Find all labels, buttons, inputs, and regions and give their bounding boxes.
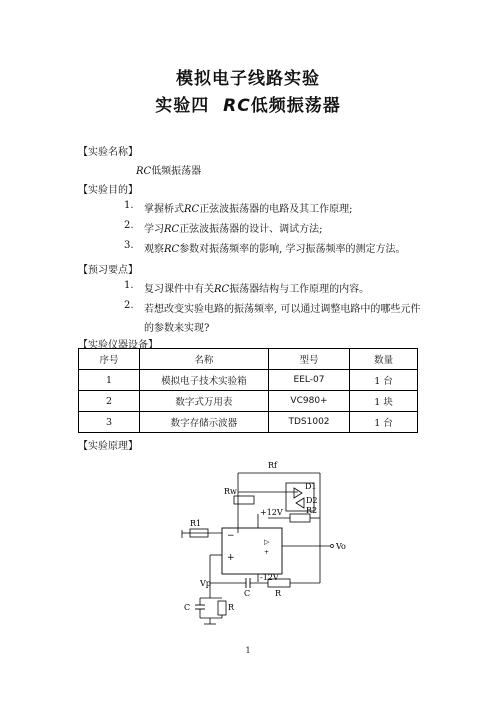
prep-item-1-num: 1. [124, 280, 134, 291]
table-cell: 2 [79, 391, 140, 412]
table-cell: 模拟电子技术实验箱 [140, 370, 269, 391]
op-amp-gain-mark: ▷ [264, 538, 270, 546]
table-cell: 数字式万用表 [140, 391, 269, 412]
equipment-heading: 【实验仪器设备】 [78, 340, 158, 351]
table-cell: 数字存储示波器 [140, 412, 269, 433]
purpose-text-b: 正弦波振荡器的设计、调试方法; [179, 224, 323, 235]
table-cell: 1 块 [350, 391, 418, 412]
r1-label: R1 [190, 519, 202, 528]
rf-label: Rf [268, 461, 277, 470]
c-parallel-label: C [184, 603, 191, 612]
table-row [79, 412, 418, 433]
purpose-text-b: 参数对振荡频率的影响, 学习振荡频率的测定方法。 [179, 244, 406, 255]
table-cell: 1 台 [350, 370, 418, 391]
op-amp-minus-mark: − [227, 531, 235, 541]
table-header-row [79, 349, 418, 370]
vplus-label: +12V [260, 508, 283, 517]
table-row [79, 391, 418, 412]
table-cell: 1 台 [350, 412, 418, 433]
purpose-text-b: 正弦波振荡器的电路及其工作原理; [199, 204, 353, 215]
purpose-text-a: 掌握桥式 [144, 204, 184, 215]
table-header: 型号 [268, 349, 349, 370]
r2-label: R2 [306, 506, 318, 515]
purpose-rc: RC [184, 204, 200, 215]
purpose-heading: 【实验目的】 [78, 185, 138, 196]
purpose-item [144, 200, 353, 215]
doc-title: 模拟电子线路实验 [176, 69, 320, 89]
equipment-table [78, 348, 418, 433]
name-text [136, 162, 201, 177]
op-amp-plus-mark: + [227, 553, 235, 563]
rw-label: Rw [224, 487, 237, 496]
r-series-label: R [275, 589, 282, 598]
prep-item-2-cont: 的参数来实现? [144, 323, 210, 334]
subtitle-suffix: 低频振荡器 [250, 96, 341, 116]
table-cell: TDS1002 [268, 412, 349, 433]
name-rc: RC [136, 166, 152, 177]
table-cell: VC980+ [268, 391, 349, 412]
subtitle-prefix: 实验四 [155, 96, 210, 116]
rc-oscillator-circuit [160, 458, 360, 638]
diode-d1 [294, 488, 302, 498]
op-amp-plus-mark-out: + [264, 549, 270, 556]
principle-heading: 【实验原理】 [78, 441, 138, 452]
purpose-item-num: 3. [124, 240, 134, 251]
table-header: 名称 [140, 349, 269, 370]
vo-label: Vo [336, 542, 346, 551]
r-parallel-resistor [218, 601, 226, 615]
vminus-label: -12V [260, 573, 279, 582]
prep-item-2: 若想改变实验电路的振荡频率, 可以通过调整电路中的哪些元件 [144, 304, 421, 315]
purpose-item [144, 240, 406, 255]
purpose-text-a: 观察 [144, 244, 164, 255]
purpose-item [144, 220, 323, 235]
prep-1-a: 复习课件中有关 [144, 284, 214, 295]
name-body: 低频振荡器 [151, 166, 202, 177]
purpose-rc: RC [164, 224, 180, 235]
prep-heading: 【预习要点】 [78, 265, 138, 276]
c-series-label: C [244, 589, 251, 598]
page-number: 1 [245, 646, 251, 655]
table-cell: 3 [79, 412, 140, 433]
prep-1-b: 振荡器结构与工作原理的内容。 [229, 284, 370, 295]
prep-item-2-num: 2. [124, 300, 134, 311]
r2-resistor [290, 514, 310, 522]
doc-subtitle [0, 91, 496, 116]
table-header: 序号 [79, 349, 140, 370]
purpose-text-a: 学习 [144, 224, 164, 235]
diode-d2 [296, 498, 304, 508]
d1-label: D1 [305, 482, 317, 491]
purpose-rc: RC [164, 244, 180, 255]
purpose-item-num: 1. [124, 200, 134, 211]
r-parallel-label: R [228, 603, 235, 612]
purpose-item-num: 2. [124, 220, 134, 231]
name-heading: 【实验名称】 [78, 147, 138, 158]
prep-item-1 [144, 280, 369, 295]
d2-label: D2 [306, 496, 318, 505]
table-row [79, 370, 418, 391]
vp-label: Vp [200, 579, 211, 588]
rw-resistor [234, 496, 254, 504]
table-cell: EEL-07 [268, 370, 349, 391]
prep-1-rc: RC [214, 284, 230, 295]
table-cell: 1 [79, 370, 140, 391]
subtitle-rc: RC [223, 96, 251, 116]
table-header: 数量 [350, 349, 418, 370]
